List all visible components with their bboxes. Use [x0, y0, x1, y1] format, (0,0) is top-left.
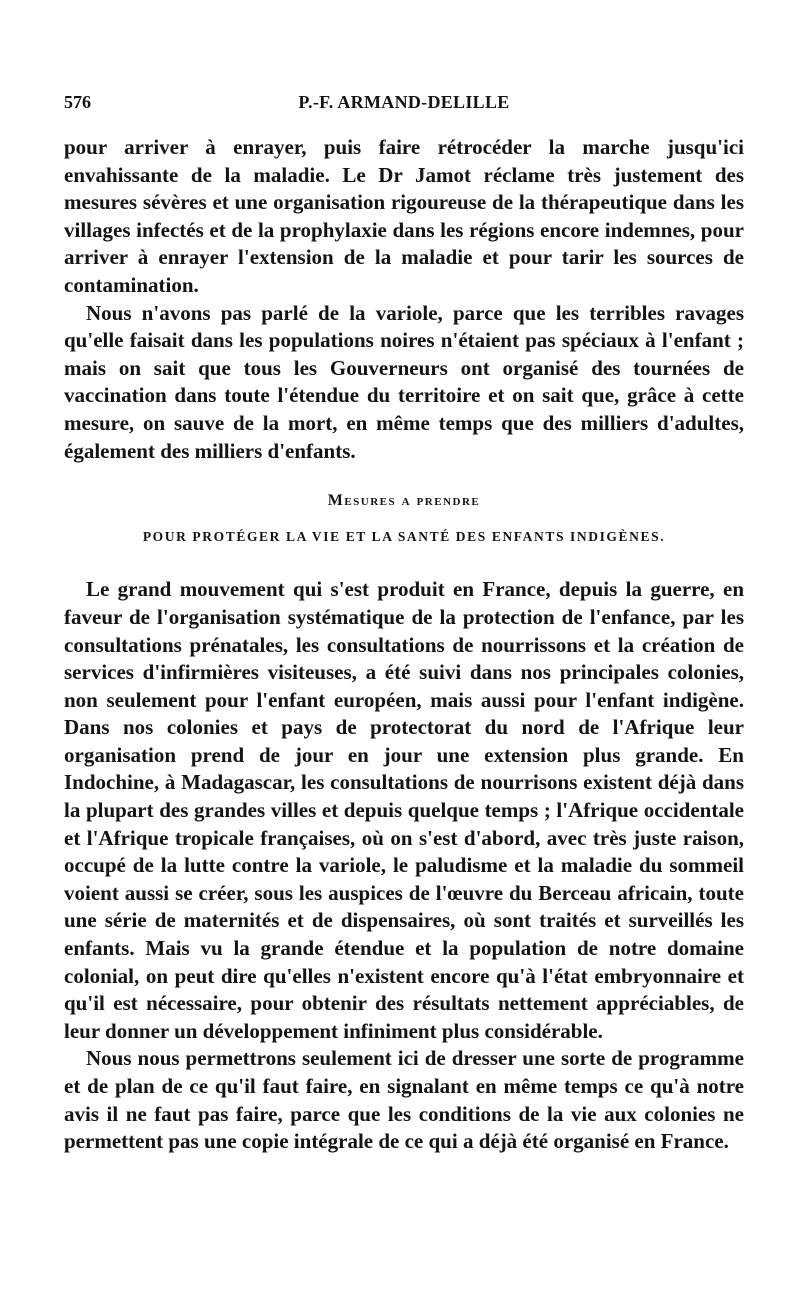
paragraph-continued: pour arriver à enrayer, puis faire rétrocéder la marche jusqu'ici envahissante de la maladie. Le Dr Jamot réclame très justement des mesures sévères et une organisation rigoureuse de la thérapeutique dans les villages infectés et de la prophylaxie dans les régions encore indemnes, pour arriver à enrayer l'extension de la maladie et pour tarir les sources de contamination. [64, 135, 744, 297]
section-heading-line2: POUR PROTÉGER LA VIE ET LA SANTÉ DES ENFANTS INDIGÈNES. [142, 528, 666, 544]
section-heading [64, 487, 744, 550]
page-number: 576 [64, 92, 91, 112]
section-body [64, 576, 744, 1155]
running-head: P.-F. ARMAND-DELILLE [298, 92, 510, 112]
paragraph-grand-mouvement: Le grand mouvement qui s'est produit en France, depuis la guerre, en faveur de l'organisation systématique de la protection de l'enfance, par les consultations prénatales, les consultations de nourrissons et la création de services d'infirmières visiteuses, a été suivi dans nos principales colonies, non seulement pour l'enfant européen, mais aussi pour l'enfant indigène. Dans nos colonies et pays de protectorat du nord de l'Afrique leur organisation prend de jour en jour une extension plus grande. En Indochine, à Madagascar, les consultations de nourrisons existent déjà dans la plupart des grandes villes et depuis quelque temps ; l'Afrique occidentale et l'Afrique tropicale françaises, où on s'est d'abord, avec très juste raison, occupé de la lutte contre la variole, le paludisme et la maladie du sommeil voient aussi se créer, sous les auspices de l'œuvre du Berceau africain, toute une série de maternités et de dispensaires, où sont traités et surveillés les enfants. Mais vu la grande étendue et la population de notre domaine colonial, on peut dire qu'elles n'existent encore qu'à l'état embryonnaire et qu'il est nécessaire, pour obtenir des résultats nettement appréciables, de leur donner un développement infiniment plus considérable. [64, 577, 744, 1043]
section-heading-line1: Mesures a prendre [327, 492, 481, 510]
page-header [64, 92, 744, 124]
body-text [64, 134, 744, 1156]
paragraph-programme: Nous nous permettrons seulement ici de dresser une sorte de programme et de plan de ce qu'il faut faire, en signalant en même temps ce qu'à notre avis il ne faut pas faire, parce que les conditions de la vie aux colonies ne permettent pas une copie intégrale de ce qui a déjà été organisé en France. [64, 1046, 744, 1154]
paragraph-variole: Nous n'avons pas parlé de la variole, parce que les terribles ravages qu'elle faisait dans les populations noires n'étaient pas spéciaux à l'enfant ; mais on sait que tous les Gouverneurs ont organisé des tournées de vaccination dans toute l'étendue du territoire et on sait que, grâce à cette mesure, on sauve de la mort, en même temps que des milliers d'adultes, également des milliers d'enfants. [64, 300, 744, 463]
